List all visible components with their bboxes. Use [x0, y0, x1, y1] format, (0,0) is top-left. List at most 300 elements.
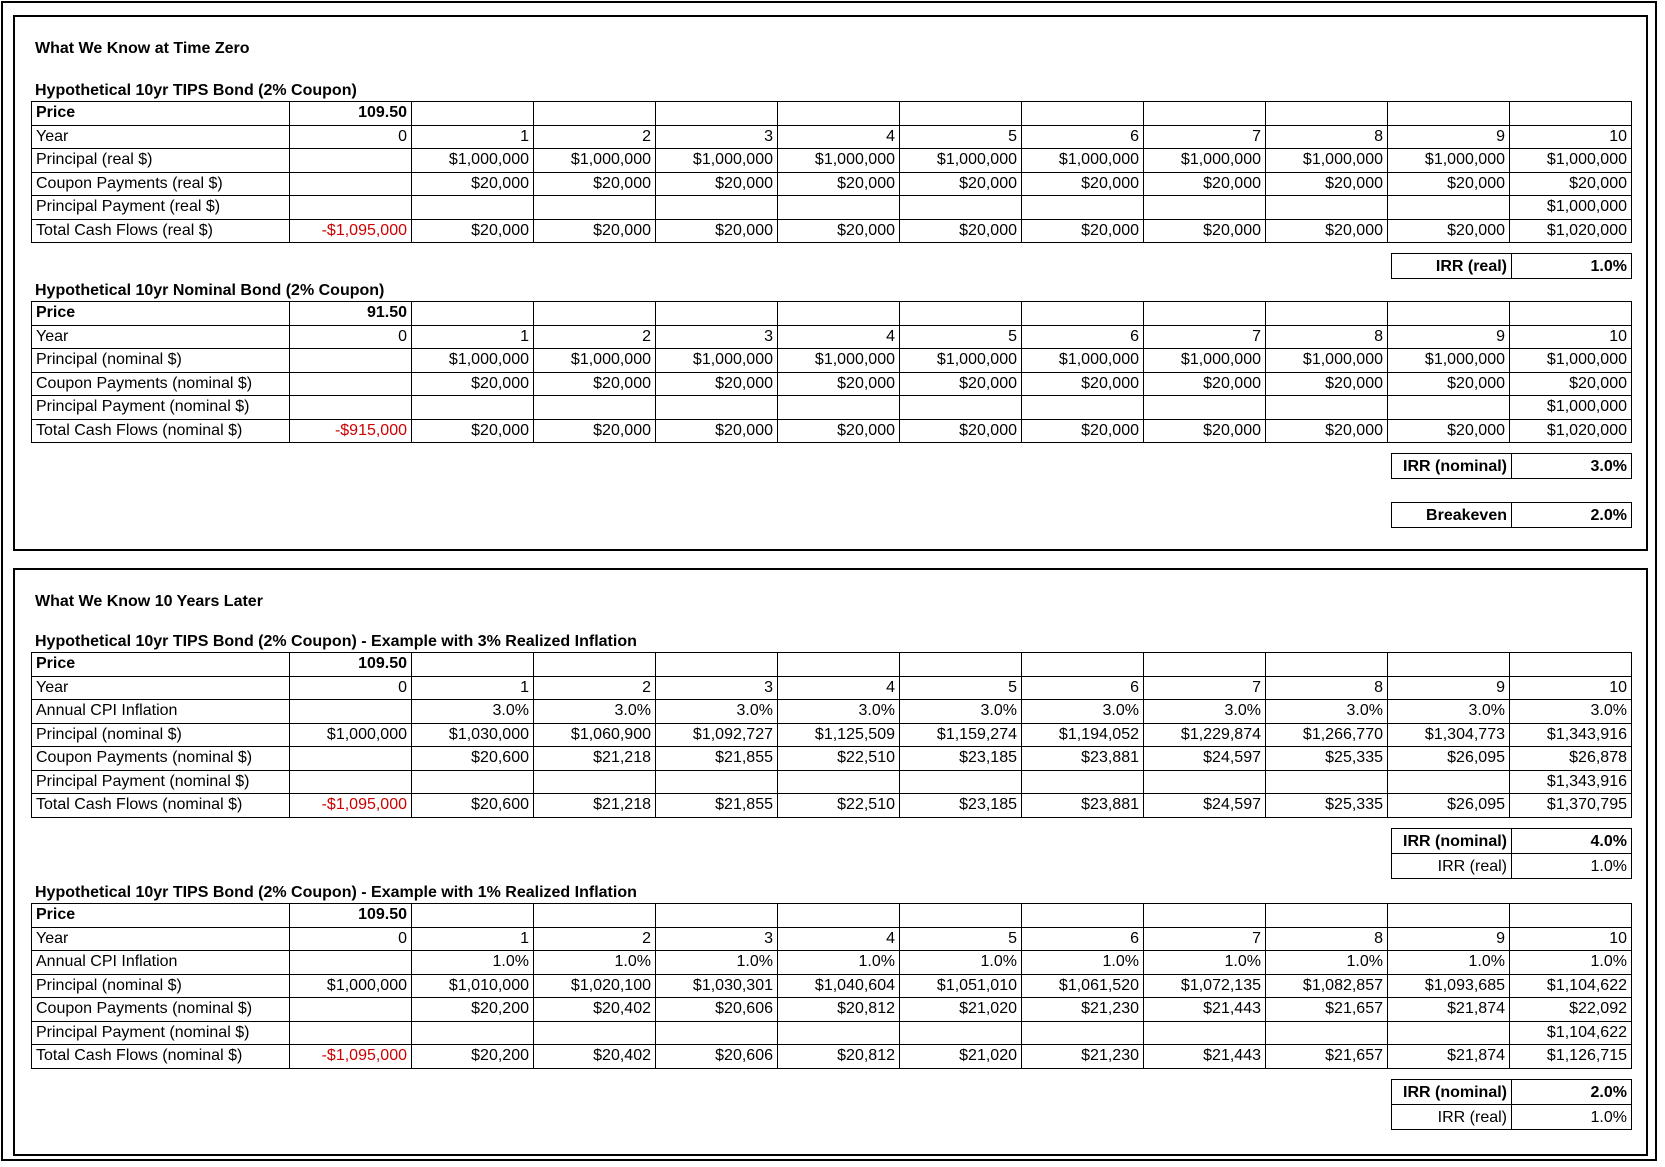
table-cell: 3.0%: [1144, 700, 1266, 724]
table-cell: $20,000: [1388, 419, 1510, 443]
table-cell: [412, 1021, 534, 1045]
table-row: [32, 747, 1632, 771]
table-cell: 3.0%: [1388, 700, 1510, 724]
table-cell: $20,000: [412, 219, 534, 243]
table-cell: $1,194,052: [1022, 723, 1144, 747]
table-cell: [290, 349, 412, 373]
table-cell: 7: [1144, 125, 1266, 149]
irr-value: 1.0%: [1512, 854, 1632, 879]
table-cell: 1.0%: [1510, 951, 1632, 975]
table-cell: 2: [534, 927, 656, 951]
table-cell: $23,881: [1022, 747, 1144, 771]
table-cell: $1,000,000: [1022, 149, 1144, 173]
table-cell: [534, 196, 656, 220]
table-cell: 10: [1510, 676, 1632, 700]
table-cell: 3.0%: [412, 700, 534, 724]
empty-cell: [900, 653, 1022, 677]
row-label: Principal (nominal $): [32, 974, 290, 998]
price-label: Price: [32, 102, 290, 126]
table-cell: 3.0%: [534, 700, 656, 724]
row-label: Principal (nominal $): [32, 349, 290, 373]
empty-cell: [1022, 102, 1144, 126]
table-cell: $1,000,000: [412, 149, 534, 173]
empty-cell: [900, 904, 1022, 928]
table-row: [32, 794, 1632, 818]
table-row: [32, 770, 1632, 794]
table-cell: $1,000,000: [1388, 149, 1510, 173]
table-row: [32, 149, 1632, 173]
page-frame: [1, 1, 1657, 1161]
table-cell: $1,370,795: [1510, 794, 1632, 818]
empty-cell: [1144, 102, 1266, 126]
row-label: Annual CPI Inflation: [32, 700, 290, 724]
table-cell: $22,092: [1510, 998, 1632, 1022]
table-cell: 4: [778, 125, 900, 149]
table-cell: $1,000,000: [1510, 149, 1632, 173]
empty-cell: [656, 302, 778, 326]
table-cell: [1022, 1021, 1144, 1045]
table-cell: $1,000,000: [1510, 396, 1632, 420]
section-title: What We Know at Time Zero: [35, 40, 250, 57]
table-row: [32, 700, 1632, 724]
table-cell: $20,000: [900, 172, 1022, 196]
empty-cell: [656, 102, 778, 126]
empty-cell: [1022, 653, 1144, 677]
table-cell: $20,200: [412, 998, 534, 1022]
irr-label: IRR (nominal): [1392, 1080, 1512, 1105]
table-row: [32, 676, 1632, 700]
table-cell: $1,093,685: [1388, 974, 1510, 998]
table-cell: $21,230: [1022, 998, 1144, 1022]
price-label: Price: [32, 653, 290, 677]
table-cell: $1,000,000: [1022, 349, 1144, 373]
table-cell: [1266, 1021, 1388, 1045]
table-cell: [900, 396, 1022, 420]
empty-cell: [1266, 102, 1388, 126]
empty-cell: [1510, 302, 1632, 326]
irr-label: IRR (real): [1392, 254, 1512, 279]
table-cell: $1,000,000: [778, 149, 900, 173]
table-cell: -$1,095,000: [290, 794, 412, 818]
table-cell: $1,000,000: [1266, 349, 1388, 373]
irr-value: 4.0%: [1512, 829, 1632, 854]
table-cell: 8: [1266, 927, 1388, 951]
table-cell: [656, 196, 778, 220]
price-value: 109.50: [290, 904, 412, 928]
table-cell: 0: [290, 125, 412, 149]
table-cell: 1.0%: [1022, 951, 1144, 975]
empty-cell: [1144, 904, 1266, 928]
table-cell: [290, 747, 412, 771]
table-cell: $20,000: [1388, 219, 1510, 243]
table-cell: 5: [900, 325, 1022, 349]
table-cell: 7: [1144, 927, 1266, 951]
table-cell: 0: [290, 927, 412, 951]
row-label: Year: [32, 325, 290, 349]
irr-row: [1392, 854, 1632, 879]
table-cell: 1: [412, 325, 534, 349]
table-cell: $21,020: [900, 1045, 1022, 1069]
table-title: Hypothetical 10yr TIPS Bond (2% Coupon) - Example with 1% Realized Inflation: [35, 884, 637, 901]
table-cell: $20,000: [656, 372, 778, 396]
irr-label: IRR (nominal): [1392, 829, 1512, 854]
table-cell: 1.0%: [1144, 951, 1266, 975]
breakeven-label: Breakeven: [1392, 503, 1512, 528]
table-cell: 5: [900, 927, 1022, 951]
table-row: [32, 396, 1632, 420]
table-cell: [534, 1021, 656, 1045]
table-cell: 0: [290, 325, 412, 349]
table-cell: $20,000: [1144, 172, 1266, 196]
table-cell: 2: [534, 125, 656, 149]
tips-1pct-inflation-table: [31, 903, 1632, 1069]
table-cell: 5: [900, 125, 1022, 149]
irr-summary: [1391, 828, 1632, 879]
breakeven-summary: [1391, 502, 1632, 528]
table-cell: $1,020,100: [534, 974, 656, 998]
table-cell: 3.0%: [1266, 700, 1388, 724]
table-cell: $26,095: [1388, 794, 1510, 818]
irr-row: [1392, 454, 1632, 479]
table-cell: $20,402: [534, 998, 656, 1022]
price-row: [32, 302, 1632, 326]
table-cell: $20,812: [778, 998, 900, 1022]
empty-cell: [778, 302, 900, 326]
table-cell: 3.0%: [900, 700, 1022, 724]
table-cell: 0: [290, 676, 412, 700]
table-cell: 1.0%: [656, 951, 778, 975]
row-label: Total Cash Flows (nominal $): [32, 1045, 290, 1069]
table-cell: [778, 396, 900, 420]
row-label: Coupon Payments (nominal $): [32, 747, 290, 771]
table-cell: $20,000: [778, 172, 900, 196]
row-label: Total Cash Flows (nominal $): [32, 794, 290, 818]
table-cell: $1,343,916: [1510, 723, 1632, 747]
irr-value: 1.0%: [1512, 254, 1632, 279]
table-cell: $1,020,000: [1510, 419, 1632, 443]
table-row: [32, 1045, 1632, 1069]
price-row: [32, 653, 1632, 677]
table-cell: [1266, 196, 1388, 220]
table-cell: $1,030,000: [412, 723, 534, 747]
table-cell: [290, 700, 412, 724]
empty-cell: [412, 302, 534, 326]
table-row: [32, 349, 1632, 373]
table-row: [32, 927, 1632, 951]
table-cell: 3.0%: [1022, 700, 1144, 724]
table-cell: $20,000: [412, 419, 534, 443]
table-cell: [1144, 396, 1266, 420]
table-cell: $1,266,770: [1266, 723, 1388, 747]
row-label: Principal Payment (nominal $): [32, 770, 290, 794]
table-cell: $21,020: [900, 998, 1022, 1022]
table-cell: [778, 770, 900, 794]
table-cell: $1,229,874: [1144, 723, 1266, 747]
irr-label: IRR (real): [1392, 854, 1512, 879]
empty-cell: [412, 102, 534, 126]
table-cell: [534, 396, 656, 420]
table-cell: 7: [1144, 676, 1266, 700]
empty-cell: [534, 302, 656, 326]
table-cell: [1266, 770, 1388, 794]
table-cell: $20,000: [778, 219, 900, 243]
table-cell: [290, 149, 412, 173]
table-cell: $1,343,916: [1510, 770, 1632, 794]
table-cell: $25,335: [1266, 747, 1388, 771]
table-cell: $1,072,135: [1144, 974, 1266, 998]
table-cell: $24,597: [1144, 747, 1266, 771]
table-cell: $21,657: [1266, 998, 1388, 1022]
irr-row: [1392, 1105, 1632, 1130]
table-row: [32, 196, 1632, 220]
table-cell: $20,000: [534, 419, 656, 443]
empty-cell: [1022, 904, 1144, 928]
table-cell: $21,218: [534, 794, 656, 818]
table-cell: $20,000: [900, 419, 1022, 443]
row-label: Total Cash Flows (real $): [32, 219, 290, 243]
table-cell: 2: [534, 676, 656, 700]
empty-cell: [1388, 302, 1510, 326]
table-cell: [290, 998, 412, 1022]
table-cell: $1,000,000: [1266, 149, 1388, 173]
table-row: [32, 372, 1632, 396]
table-cell: 4: [778, 676, 900, 700]
table-cell: $20,402: [534, 1045, 656, 1069]
table-cell: $21,874: [1388, 998, 1510, 1022]
table-cell: 5: [900, 676, 1022, 700]
table-cell: $1,040,604: [778, 974, 900, 998]
table-cell: $26,095: [1388, 747, 1510, 771]
table-cell: $20,000: [1022, 172, 1144, 196]
table-row: [32, 998, 1632, 1022]
empty-cell: [1144, 653, 1266, 677]
table-cell: [900, 770, 1022, 794]
empty-cell: [778, 904, 900, 928]
table-cell: 3.0%: [1510, 700, 1632, 724]
price-value: 91.50: [290, 302, 412, 326]
table-cell: 1: [412, 927, 534, 951]
table-cell: $1,030,301: [656, 974, 778, 998]
irr-summary: [1391, 253, 1632, 279]
table-cell: $21,855: [656, 747, 778, 771]
table-cell: 4: [778, 927, 900, 951]
table-cell: [1144, 196, 1266, 220]
table-cell: $20,812: [778, 1045, 900, 1069]
table-cell: 1.0%: [778, 951, 900, 975]
breakeven-value: 2.0%: [1512, 503, 1632, 528]
table-cell: [534, 770, 656, 794]
table-cell: $23,185: [900, 747, 1022, 771]
row-label: Total Cash Flows (nominal $): [32, 419, 290, 443]
breakeven-row: [1392, 503, 1632, 528]
table-cell: $1,000,000: [1510, 349, 1632, 373]
table-cell: $1,000,000: [290, 723, 412, 747]
table-cell: $20,000: [900, 219, 1022, 243]
table-cell: $20,000: [656, 219, 778, 243]
table-cell: 3.0%: [656, 700, 778, 724]
table-cell: [1388, 770, 1510, 794]
table-cell: -$1,095,000: [290, 1045, 412, 1069]
table-row: [32, 125, 1632, 149]
section-title: What We Know 10 Years Later: [35, 593, 263, 610]
table-cell: $21,657: [1266, 1045, 1388, 1069]
table-cell: $20,000: [1022, 372, 1144, 396]
table-cell: $20,606: [656, 998, 778, 1022]
irr-summary: [1391, 453, 1632, 479]
table-cell: [656, 770, 778, 794]
table-cell: $20,000: [656, 172, 778, 196]
table-cell: $20,000: [656, 419, 778, 443]
table-cell: $1,061,520: [1022, 974, 1144, 998]
table-cell: $20,000: [778, 419, 900, 443]
table-cell: $21,874: [1388, 1045, 1510, 1069]
table-cell: $1,000,000: [1388, 349, 1510, 373]
empty-cell: [1510, 102, 1632, 126]
tips-3pct-inflation-table: [31, 652, 1632, 818]
row-label: Coupon Payments (real $): [32, 172, 290, 196]
table-cell: [1022, 196, 1144, 220]
table-cell: [900, 196, 1022, 220]
irr-value: 3.0%: [1512, 454, 1632, 479]
table-cell: $20,606: [656, 1045, 778, 1069]
table-cell: 9: [1388, 325, 1510, 349]
row-label: Principal (nominal $): [32, 723, 290, 747]
row-label: Principal (real $): [32, 149, 290, 173]
table-cell: $20,000: [534, 372, 656, 396]
empty-cell: [1144, 302, 1266, 326]
table-cell: [290, 172, 412, 196]
table-cell: $1,304,773: [1388, 723, 1510, 747]
table-cell: $26,878: [1510, 747, 1632, 771]
table-cell: $23,185: [900, 794, 1022, 818]
table-cell: [1144, 1021, 1266, 1045]
row-label: Principal Payment (nominal $): [32, 1021, 290, 1045]
table-cell: $1,060,900: [534, 723, 656, 747]
table-cell: 3: [656, 325, 778, 349]
table-cell: [1388, 1021, 1510, 1045]
price-row: [32, 102, 1632, 126]
table-cell: [1388, 196, 1510, 220]
empty-cell: [1510, 653, 1632, 677]
table-cell: [290, 770, 412, 794]
table-cell: $1,104,622: [1510, 1021, 1632, 1045]
table-cell: $1,126,715: [1510, 1045, 1632, 1069]
table-cell: $20,000: [900, 372, 1022, 396]
table-cell: $1,000,000: [1144, 149, 1266, 173]
table-cell: $20,200: [412, 1045, 534, 1069]
table-cell: 8: [1266, 676, 1388, 700]
irr-label: IRR (nominal): [1392, 454, 1512, 479]
table-cell: $20,600: [412, 794, 534, 818]
table-cell: 8: [1266, 325, 1388, 349]
table-cell: 1: [412, 676, 534, 700]
table-cell: 1.0%: [900, 951, 1022, 975]
table-cell: $20,000: [412, 372, 534, 396]
table-cell: $21,443: [1144, 998, 1266, 1022]
table-cell: $20,000: [1510, 372, 1632, 396]
table-cell: $1,010,000: [412, 974, 534, 998]
row-label: Principal Payment (real $): [32, 196, 290, 220]
empty-cell: [534, 653, 656, 677]
empty-cell: [778, 653, 900, 677]
table-cell: $20,000: [1144, 419, 1266, 443]
table-cell: 3: [656, 927, 778, 951]
table-cell: 6: [1022, 927, 1144, 951]
table-cell: $21,218: [534, 747, 656, 771]
table-row: [32, 419, 1632, 443]
table-cell: $1,000,000: [656, 349, 778, 373]
empty-cell: [1510, 904, 1632, 928]
table-cell: $1,020,000: [1510, 219, 1632, 243]
table-cell: 1.0%: [1388, 951, 1510, 975]
empty-cell: [900, 302, 1022, 326]
empty-cell: [534, 102, 656, 126]
table-cell: [778, 196, 900, 220]
table-cell: 10: [1510, 325, 1632, 349]
table-cell: $20,000: [1144, 372, 1266, 396]
table-cell: 1.0%: [1266, 951, 1388, 975]
table-cell: $1,000,000: [900, 349, 1022, 373]
table-cell: 6: [1022, 676, 1144, 700]
irr-label: IRR (real): [1392, 1105, 1512, 1130]
table-cell: [290, 196, 412, 220]
table-cell: 6: [1022, 325, 1144, 349]
table-cell: $1,092,727: [656, 723, 778, 747]
table-cell: $20,000: [1388, 172, 1510, 196]
table-cell: $20,000: [1022, 419, 1144, 443]
table-cell: $23,881: [1022, 794, 1144, 818]
price-value: 109.50: [290, 102, 412, 126]
row-label: Principal Payment (nominal $): [32, 396, 290, 420]
empty-cell: [412, 653, 534, 677]
table-cell: 8: [1266, 125, 1388, 149]
table-cell: [656, 1021, 778, 1045]
table-cell: -$1,095,000: [290, 219, 412, 243]
table-cell: $1,000,000: [1144, 349, 1266, 373]
table-cell: 1.0%: [534, 951, 656, 975]
empty-cell: [1022, 302, 1144, 326]
table-cell: 10: [1510, 927, 1632, 951]
table-cell: $1,125,509: [778, 723, 900, 747]
table-cell: $21,443: [1144, 1045, 1266, 1069]
table-cell: [1266, 396, 1388, 420]
row-label: Coupon Payments (nominal $): [32, 998, 290, 1022]
table-row: [32, 723, 1632, 747]
empty-cell: [1388, 102, 1510, 126]
tips-bond-cashflow-table: [31, 101, 1632, 243]
empty-cell: [534, 904, 656, 928]
table-cell: $1,000,000: [900, 149, 1022, 173]
table-cell: $20,600: [412, 747, 534, 771]
price-label: Price: [32, 302, 290, 326]
table-row: [32, 219, 1632, 243]
table-cell: 3.0%: [778, 700, 900, 724]
table-cell: 9: [1388, 125, 1510, 149]
price-value: 109.50: [290, 653, 412, 677]
nominal-bond-cashflow-table: [31, 301, 1632, 443]
table-title: Hypothetical 10yr TIPS Bond (2% Coupon): [35, 82, 357, 99]
table-cell: [290, 1021, 412, 1045]
table-row: [32, 974, 1632, 998]
empty-cell: [778, 102, 900, 126]
table-cell: 9: [1388, 676, 1510, 700]
irr-value: 2.0%: [1512, 1080, 1632, 1105]
empty-cell: [412, 904, 534, 928]
table-cell: $20,000: [1388, 372, 1510, 396]
table-cell: $20,000: [412, 172, 534, 196]
table-cell: $22,510: [778, 794, 900, 818]
table-cell: [1022, 396, 1144, 420]
